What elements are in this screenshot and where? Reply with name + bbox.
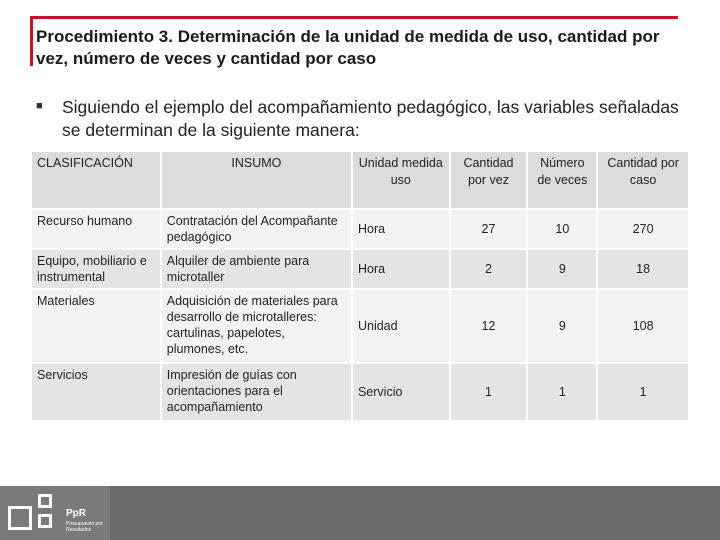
title-frame-left (30, 16, 33, 66)
cell-clasificacion: Recurso humano (32, 210, 160, 248)
bullet-text: Siguiendo el ejemplo del acompañamiento pedagógico, las variables señaladas se determinan de la siguiente manera: (62, 97, 679, 140)
cell-cantidad-vez: 1 (451, 364, 527, 420)
ppr-logo (0, 486, 110, 540)
cell-numero-veces: 1 (528, 364, 596, 420)
table-header-row (32, 152, 688, 208)
data-table (30, 150, 690, 422)
table-row (32, 290, 688, 362)
logo-square-icon (38, 494, 52, 508)
logo-square-icon (38, 514, 52, 528)
cell-insumo: Contratación del Acompañante pedagógico (162, 210, 351, 248)
cell-cantidad-vez: 2 (451, 250, 527, 288)
table-row (32, 250, 688, 288)
cell-cantidad-caso: 108 (598, 290, 688, 362)
square-bullet-icon: ■ (36, 100, 43, 112)
cell-numero-veces: 10 (528, 210, 596, 248)
logo-name: PpR (66, 508, 86, 519)
cell-clasificacion: Servicios (32, 364, 160, 420)
cell-insumo: Impresión de guías con orientaciones para el acompañamiento (162, 364, 351, 420)
page-title: Procedimiento 3. Determinación de la unidad de medida de uso, cantidad por vez, número de veces y cantidad por caso (36, 27, 660, 68)
cell-unidad: Hora (353, 210, 449, 248)
cell-unidad: Unidad (353, 290, 449, 362)
cell-numero-veces: 9 (528, 250, 596, 288)
header-clasificacion: CLASIFICACIÓN (32, 152, 160, 208)
header-insumo: INSUMO (162, 152, 351, 208)
footer-bar (0, 486, 720, 540)
bullet-paragraph (36, 96, 686, 142)
header-unidad-medida: Unidad medida uso (353, 152, 449, 208)
header-cantidad-vez: Cantidad por vez (451, 152, 527, 208)
cell-unidad: Servicio (353, 364, 449, 420)
cell-cantidad-caso: 1 (598, 364, 688, 420)
cell-cantidad-vez: 27 (451, 210, 527, 248)
logo-square-icon (8, 506, 32, 530)
table-row (32, 364, 688, 420)
cell-clasificacion: Materiales (32, 290, 160, 362)
cell-cantidad-vez: 12 (451, 290, 527, 362)
table-row (32, 210, 688, 248)
cell-insumo: Alquiler de ambiente para microtaller (162, 250, 351, 288)
cell-cantidad-caso: 18 (598, 250, 688, 288)
cell-unidad: Hora (353, 250, 449, 288)
cell-numero-veces: 9 (528, 290, 596, 362)
cell-insumo: Adquisición de materiales para desarrollo de microtalleres: cartulinas, papelotes, plumones, etc. (162, 290, 351, 362)
logo-subtitle: Presupuesto por Resultados (66, 521, 103, 533)
cell-clasificacion: Equipo, mobiliario e instrumental (32, 250, 160, 288)
header-cantidad-caso: Cantidad por caso (598, 152, 688, 208)
cell-cantidad-caso: 270 (598, 210, 688, 248)
header-numero-veces: Número de veces (528, 152, 596, 208)
title-frame-top (30, 16, 678, 19)
